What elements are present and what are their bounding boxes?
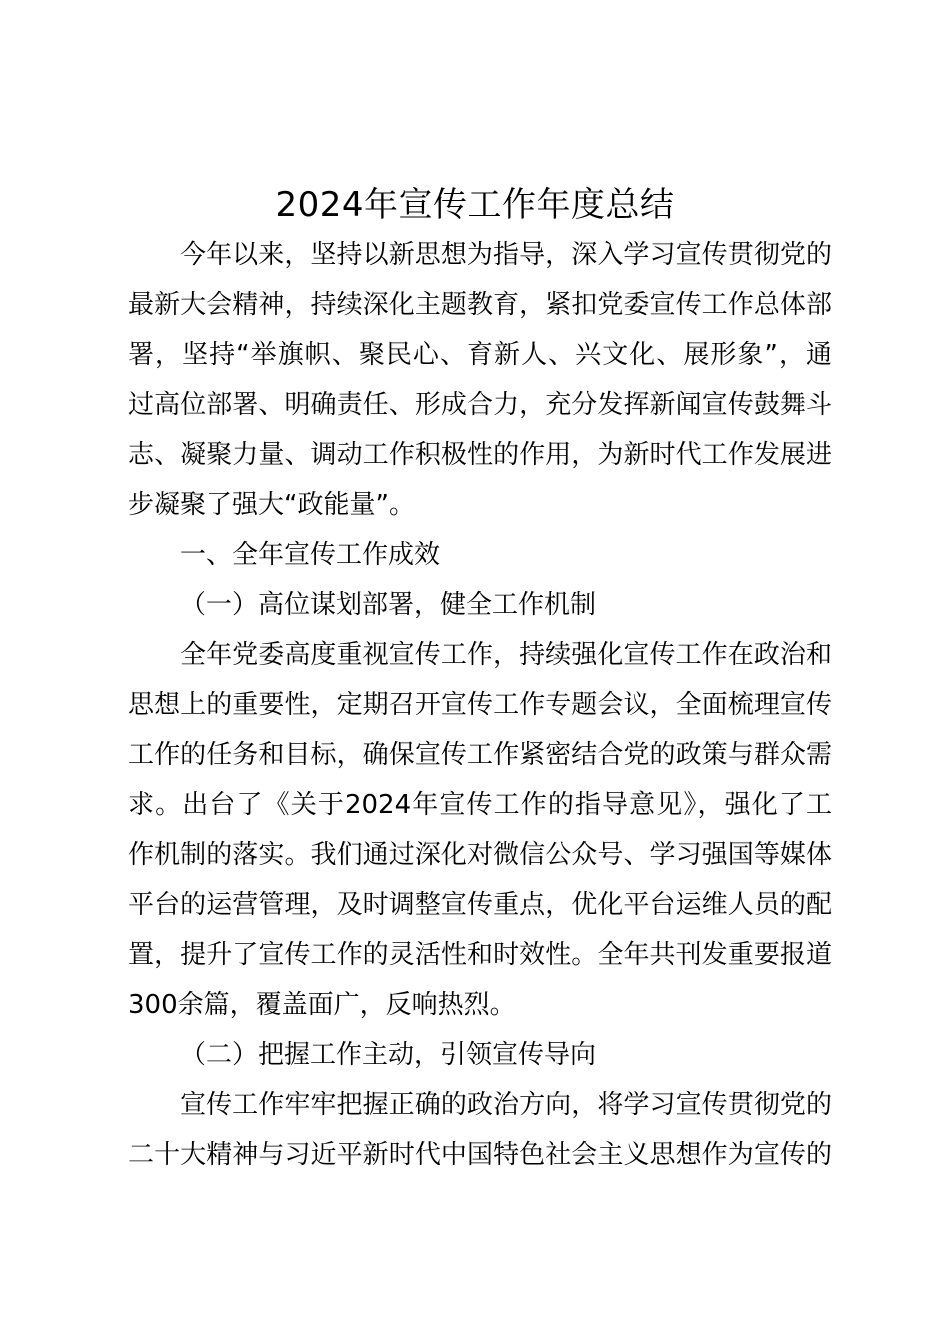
paragraph-line: 今年以来，坚持以新思想为指导，深入学习宣传贯彻党的 <box>180 240 832 270</box>
paragraph-line: 作机制的落实。我们通过深化对微信公众号、学习强国等媒体 <box>128 840 832 870</box>
section-heading: 一、全年宣传工作成效 <box>180 540 441 570</box>
paragraph-line: 二十大精神与习近平新时代中国特色社会主义思想作为宣传的 <box>128 1140 832 1170</box>
document-title: 2024年宣传工作年度总结 <box>275 185 675 225</box>
paragraph-line: 求。出台了《关于2024年宣传工作的指导意见》，强化了工 <box>128 790 832 820</box>
paragraph-line: 最新大会精神，持续深化主题教育，紧扣党委宣传工作总体部 <box>128 290 832 320</box>
paragraph-line: 过高位部署、明确责任、形成合力，充分发挥新闻宣传鼓舞斗 <box>128 390 832 420</box>
paragraph-line: 步凝聚了强大“政能量”。 <box>128 490 415 520</box>
paragraph-line: 思想上的重要性，定期召开宣传工作专题会议，全面梳理宣传 <box>128 690 832 720</box>
document-body <box>128 230 832 1180</box>
paragraph-line: 全年党委高度重视宣传工作，持续强化宣传工作在政治和 <box>180 640 832 670</box>
paragraph-line: 300余篇，覆盖面广，反响热烈。 <box>128 990 516 1020</box>
paragraph-line: 平台的运营管理，及时调整宣传重点，优化平台运维人员的配 <box>128 890 832 920</box>
paragraph-line: 署，坚持“举旗帜、聚民心、育新人、兴文化、展形象”，通 <box>128 340 832 370</box>
paragraph-line: 志、凝聚力量、调动工作积极性的作用，为新时代工作发展进 <box>128 440 832 470</box>
paragraph-line: 宣传工作牢牢把握正确的政治方向，将学习宣传贯彻党的 <box>180 1090 832 1120</box>
subsection-heading: （一）高位谋划部署，健全工作机制 <box>180 590 597 620</box>
paragraph-line: 工作的任务和目标，确保宣传工作紧密结合党的政策与群众需 <box>128 740 832 770</box>
subsection-heading: （二）把握工作主动，引领宣传导向 <box>180 1040 597 1070</box>
paragraph-line: 置，提升了宣传工作的灵活性和时效性。全年共刊发重要报道 <box>128 940 832 970</box>
